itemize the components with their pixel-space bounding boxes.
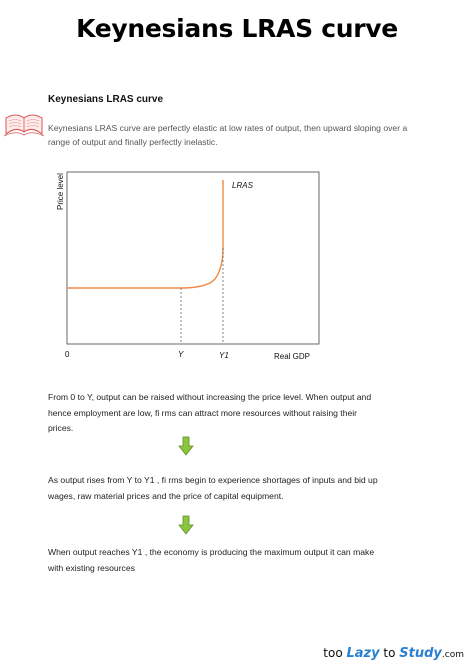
series-label-lras: LRAS [232, 181, 253, 190]
brand-word-study: Study [399, 646, 442, 661]
origin-label: 0 [65, 350, 70, 359]
down-arrow-icon [178, 436, 194, 456]
brand-middle: to [379, 646, 400, 660]
lras-curve [67, 180, 223, 288]
section-heading: Keynesians LRAS curve [48, 94, 164, 105]
intro-text: Keynesians LRAS curve are perfectly elastic at low rates of output, then upward sloping over a range of output and finally perfectly inelastic. [48, 123, 408, 147]
paragraph-3: When output reaches Y1 , the economy is producing the maximum output it can make with existing resources [48, 547, 375, 573]
paragraph-1: From 0 to Y, output can be raised without increasing the price level. When output and hence employment are low, fi rms can attract more resources without raising their prices. [48, 392, 372, 433]
brand-word-lazy: Lazy [346, 646, 380, 661]
paragraph-2: As output rises from Y to Y1 , fi rms begin to experience shortages of inputs and bid up wages, raw material prices and the price of capital equipment. [48, 475, 378, 501]
down-arrow-icon [178, 515, 194, 535]
open-book-icon [2, 112, 46, 142]
page-title: Keynesians LRAS curve [76, 14, 398, 43]
x-tick-y1: Y1 [219, 351, 229, 360]
brand-suffix: .com [441, 650, 464, 660]
plot-frame [67, 172, 319, 344]
lras-chart [52, 168, 322, 368]
brand-logo [323, 646, 464, 661]
y-axis-label: Price level [56, 173, 65, 210]
x-axis-label: Real GDP [274, 352, 311, 361]
x-tick-y: Y [178, 350, 184, 359]
brand-prefix: too [323, 646, 347, 660]
